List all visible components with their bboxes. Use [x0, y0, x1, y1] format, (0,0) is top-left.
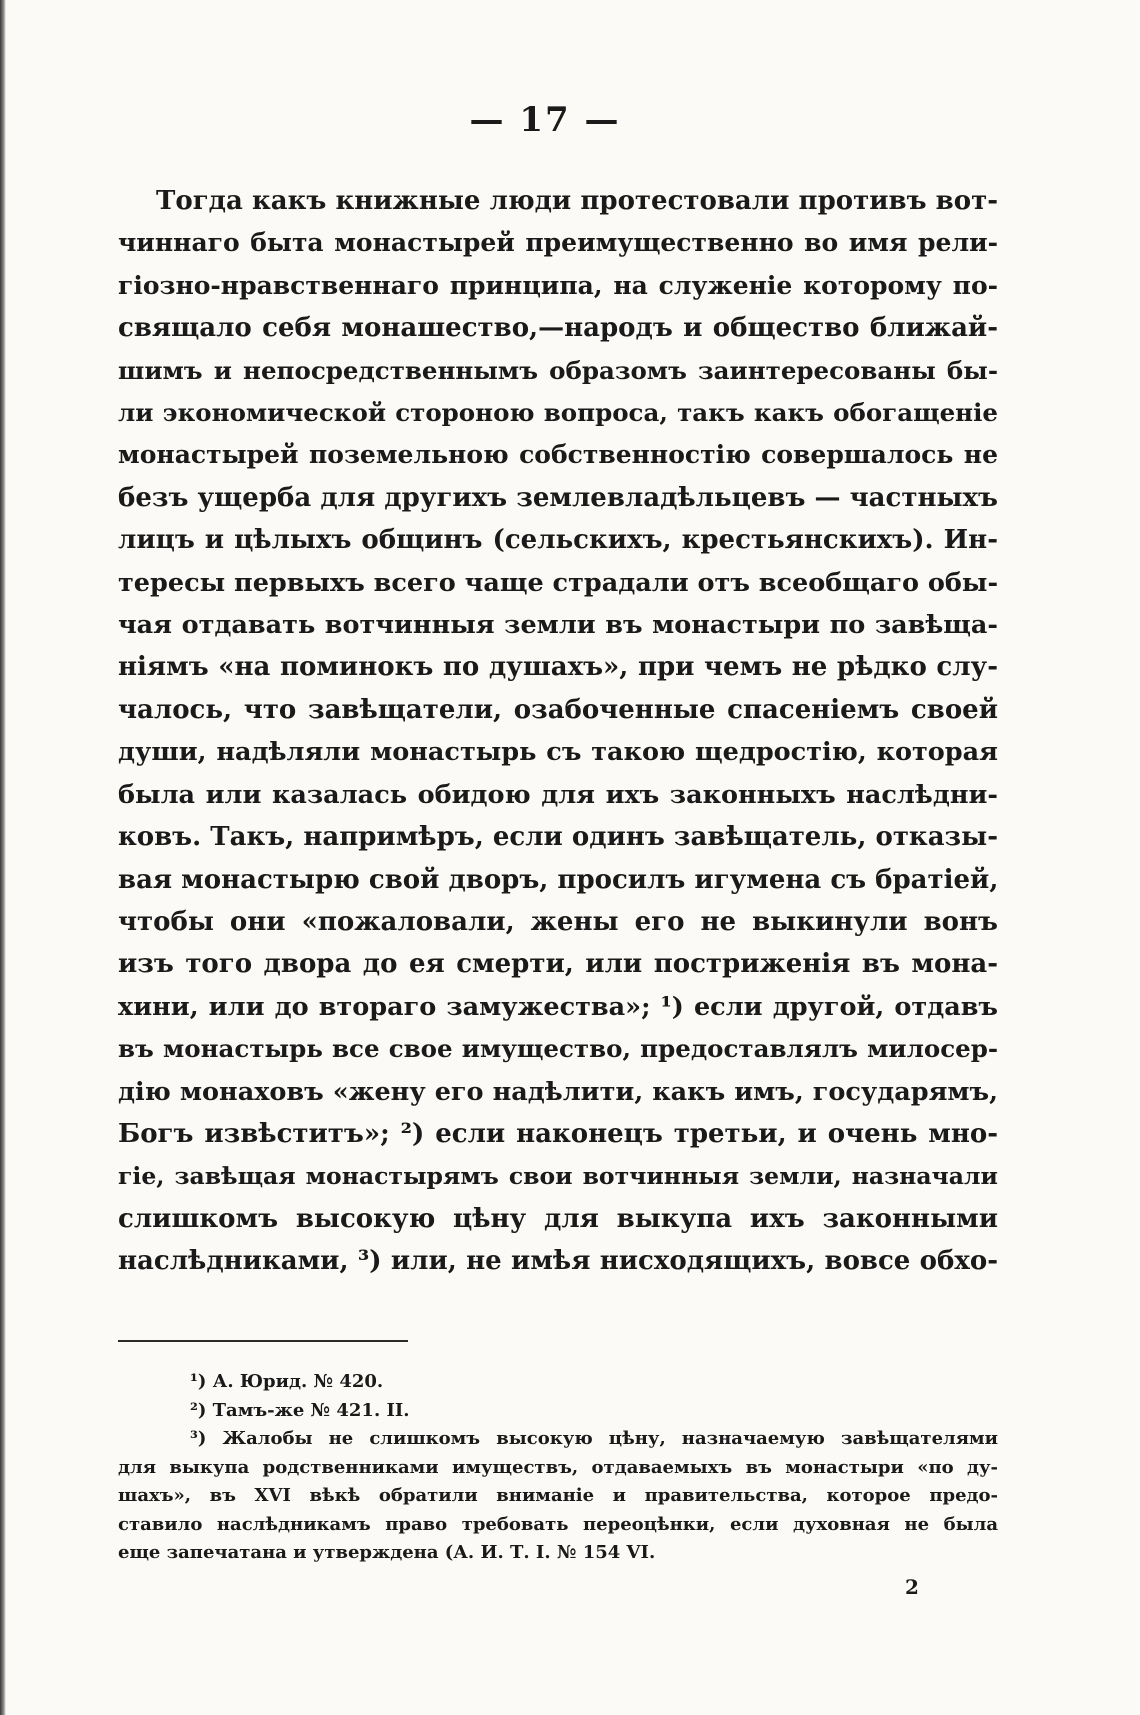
text-line: дiю монаховъ «жену его надѣлити, какъ имъ, государямъ,	[118, 1076, 998, 1107]
footnote-divider	[118, 1340, 408, 1342]
text-line: гiозно-нравственнаго принципа, на служенiе которому по-	[118, 270, 998, 300]
text-line: наслѣдниками, ³) или, не имѣя нисходящихъ, вовсе обхо-	[118, 1246, 998, 1277]
footnote-3-cont: еще запечатана и утверждена (А. И. Т. I. № 154 VI.	[118, 1542, 656, 1563]
footnote-2: ²) Тамъ-же № 421. II.	[190, 1399, 410, 1421]
text-line: гiе, завѣщая монастырямъ свои вотчинныя земли, назначали	[118, 1162, 998, 1191]
text-line: лицъ и цѣлыхъ общинъ (сельскихъ, крестьянскихъ). Ин-	[118, 525, 998, 556]
footnote-3-cont: ставило наслѣдникамъ право требовать переоцѣнки, если духовная не была	[118, 1513, 998, 1535]
text-line: чтобы они «пожаловали, жены его не выкинули вонъ	[118, 906, 998, 937]
text-line: ли экономической стороною вопроса, такъ какъ обогащенiе	[118, 398, 998, 428]
text-line: монастырей поземельною собственностiю совершалось не	[118, 440, 998, 470]
text-line: тересы первыхъ всего чаще страдали отъ всеобщаго обы-	[118, 567, 999, 598]
text-line: нiямъ «на поминокъ по душахъ», при чемъ не рѣдко слу-	[118, 652, 998, 683]
page-number: — 17 —	[469, 100, 621, 140]
text-line: чая отдавать вотчинныя земли въ монастыри по завѣща-	[118, 610, 998, 641]
text-line: чиннаго быта монастырей преимущественно во имя рели-	[118, 228, 998, 258]
text-line: шимъ и непосредственнымъ образомъ заинтересованы бы-	[118, 355, 998, 385]
text-line: въ монастырь все свое имущество, предоставлялъ милосер-	[118, 1034, 998, 1064]
footnote-1: ¹) А. Юрид. № 420.	[190, 1371, 384, 1392]
footnote-3-cont: для выкупа родственниками имуществъ, отдаваемыхъ въ монастыри «по ду-	[118, 1456, 998, 1478]
footnote-3-cont: шахъ», въ XVI вѣкѣ обратили вниманiе и правительства, которое предо-	[118, 1485, 998, 1506]
signature-mark: 2	[905, 1575, 919, 1599]
text-line: чалось, что завѣщатели, озабоченные спасенiемъ своей	[118, 694, 998, 725]
text-line: безъ ущерба для другихъ землевладѣльцевъ — частныхъ	[118, 482, 998, 513]
text-line: изъ того двора до ея смерти, или постриженiя въ мона-	[118, 949, 998, 980]
text-line: была или казалась обидою для ихъ законныхъ наслѣдни-	[118, 779, 998, 810]
footnotes	[118, 1368, 998, 1568]
text-line: Тогда какъ книжные люди протестовали противъ вот-	[156, 186, 998, 216]
text-line: вая монастырю свой дворъ, просилъ игумена съ братiей,	[118, 864, 999, 895]
page-binding-edge	[0, 0, 6, 1715]
footnote-3: ³) Жалобы не слишкомъ высокую цѣну, назначаемую завѣщателями	[190, 1428, 998, 1449]
text-line: Богъ извѣститъ»; ²) если наконецъ третьи, и очень мно-	[118, 1118, 998, 1149]
text-line: души, надѣляли монастырь съ такою щедростiю, которая	[118, 737, 998, 768]
text-line: слишкомъ высокую цѣну для выкупа ихъ законными	[118, 1203, 998, 1234]
text-line: хини, или до втораго замужества»; ¹) если другой, отдавъ	[118, 991, 998, 1022]
main-text	[118, 180, 998, 1283]
text-line: свящало себя монашество,—народъ и общество ближай-	[118, 313, 998, 344]
text-line: ковъ. Такъ, напримѣръ, если одинъ завѣщатель, отказы-	[118, 822, 998, 853]
